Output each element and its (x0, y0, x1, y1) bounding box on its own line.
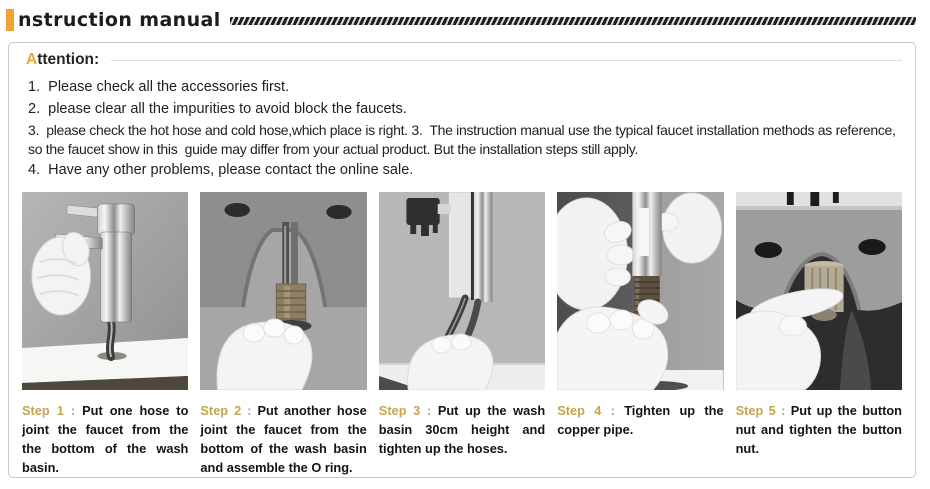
attention-heading (26, 51, 902, 69)
threaded-tailpipe (277, 284, 306, 324)
attention-title-accent: A (26, 51, 38, 68)
faucet-column (448, 192, 471, 298)
mounting-hole (225, 203, 250, 217)
attention-item-3: 3. please check the hot hose and cold hose,which place is right. 3. The instruction manual use the typical faucet installation methods as reference, so the faucet show in this guide may differ from your actual product. But the installation steps still apply. (28, 122, 900, 157)
title-initial-block: I (6, 9, 14, 31)
installation-steps (20, 192, 904, 477)
step-5-text: Put up the button nut and tighten the button nut. (735, 402, 902, 456)
step-photo-2 (200, 192, 366, 390)
step-2-text: Put another hose joint the faucet from the bottom of the wash basin and assemble the O ring. (200, 402, 367, 475)
attention-item-2: 2. please clear all the impurities to avoid block the faucets. (28, 100, 407, 117)
mounting-hole (858, 239, 885, 255)
step-2-illustration (200, 192, 366, 390)
step-1-label: Step 1 (22, 402, 64, 418)
step-3-text: Put up the wash basin 30cm height and tighten up the hoses. (378, 402, 546, 456)
step-3-separator: : (420, 402, 438, 418)
attention-list (28, 78, 902, 181)
step-caption-1 (22, 401, 188, 477)
step-5-illustration (736, 192, 902, 390)
faucet-body (100, 232, 131, 322)
step-caption-4 (557, 401, 723, 477)
faucet-column (474, 192, 493, 302)
step-5-separator: : (775, 402, 791, 418)
step-1-text: Put one hose to joint the faucet from the the bottom of the wash basin. (22, 402, 189, 475)
mounting-hole (754, 242, 781, 258)
step-2-label: Step 2 (200, 402, 242, 418)
mounting-hole (327, 205, 352, 219)
attention-divider (111, 60, 902, 61)
step-caption-2 (200, 401, 366, 477)
page-title: nstruction manual (18, 9, 221, 31)
attention-item-4: 4. Have any other problems, please contact the online sale. (28, 162, 414, 178)
faucet-head (97, 204, 134, 235)
fixture-head (406, 198, 439, 225)
manual-panel (8, 42, 916, 478)
step-photo-5 (736, 192, 902, 390)
step-5-label: Step 5 (735, 402, 776, 418)
step-photo-3 (379, 192, 545, 390)
step-1-illustration (22, 192, 188, 390)
attention-title (26, 51, 99, 69)
step-4-separator: : (601, 402, 625, 418)
step-caption-3 (379, 401, 545, 477)
step-caption-5 (736, 401, 902, 477)
step-4-text: Tighten up the copper pipe. (557, 402, 724, 437)
step-photo-4 (557, 192, 723, 390)
attention-item-1: 1. Please check all the accessories first. (28, 79, 290, 95)
step-4-label: Step 4 (557, 402, 602, 418)
step-photo-1 (22, 192, 188, 390)
step-2-separator: : (241, 402, 258, 418)
attention-title-rest: ttention: (37, 51, 100, 68)
step-4-illustration (557, 192, 723, 390)
page-header (6, 5, 916, 35)
step-3-illustration (379, 192, 545, 390)
title-hatch-rule (230, 17, 916, 25)
step-3-label: Step 3 (378, 402, 421, 418)
step-1-separator: : (63, 402, 83, 418)
